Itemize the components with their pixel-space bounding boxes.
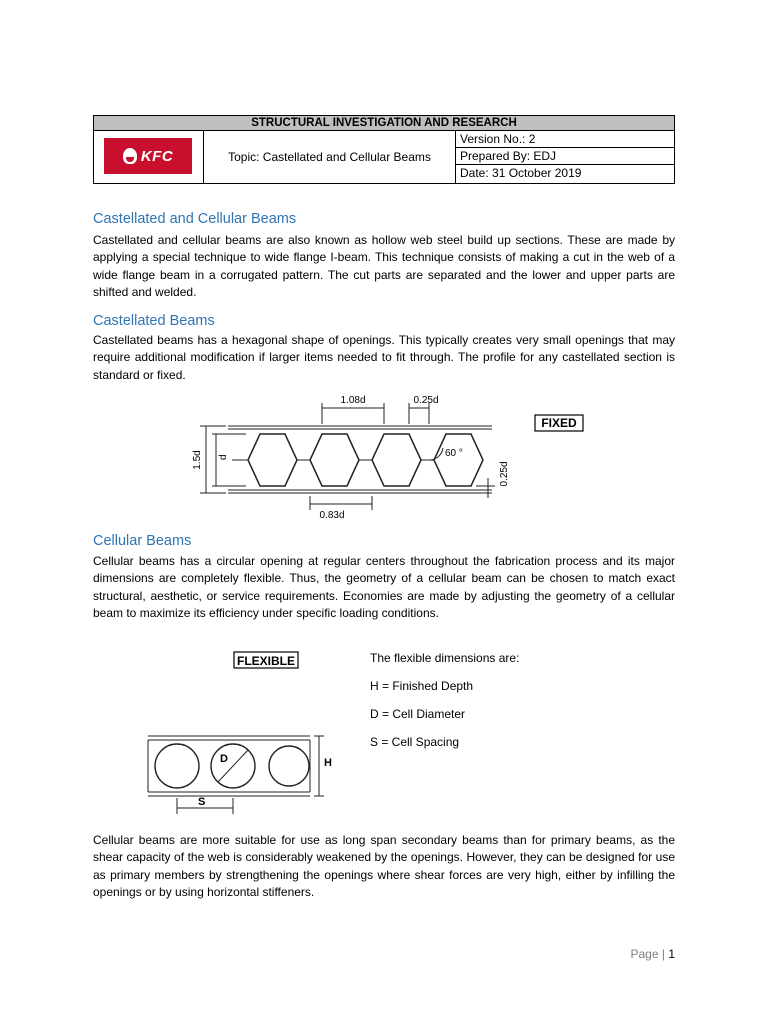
dim-H: H xyxy=(324,757,332,769)
prepared-by-cell: Prepared By: EDJ xyxy=(456,148,674,165)
header-title: STRUCTURAL INVESTIGATION AND RESEARCH xyxy=(94,116,674,131)
section-heading-main: Castellated and Cellular Beams xyxy=(93,211,297,227)
page-footer xyxy=(631,947,676,961)
dim-d: d xyxy=(218,454,229,460)
logo-cell xyxy=(94,131,204,183)
section-text-closing: Cellular beams are more suitable for use as long span secondary beams than for primary beams, as the shear capacity of the web is considerably weakened by the openings. However, they can be designed for use as primary members by strengthening the openings where shear forces are very high, either by infilling the openings or by using horizontal stiffeners. xyxy=(93,833,675,900)
dim-025d-top: 0.25d xyxy=(413,395,439,406)
dim-S: S xyxy=(198,796,206,808)
date-cell: Date: 31 October 2019 xyxy=(460,166,582,180)
dim-025d-right: 0.25d xyxy=(499,461,510,487)
section-text-cellular: Cellular beams has a circular opening at regular centers throughout the fabrication process and its major dimensions are completely flexible. Thus, the geometry of a cellular beam can be chosen to match exact structural, aesthetic, or service requirements. Economies are made by adjusting the geometry of a cellular beam to maximize its efficiency under specific loading conditions. xyxy=(93,554,675,621)
header-table xyxy=(93,115,675,184)
flexible-intro: The flexible dimensions are: xyxy=(370,651,520,665)
section-text-castellated: Castellated beams has a hexagonal shape of openings. This typically creates very small openings that may require additional modification if larger items needed to fit through. The profile for any castellated section is standard or fixed. xyxy=(93,333,675,382)
flexible-item-d: D = Cell Diameter xyxy=(370,707,466,721)
flexible-item-h: H = Finished Depth xyxy=(370,679,474,693)
section-heading-castellated: Castellated Beams xyxy=(93,313,215,329)
castellated-beam-diagram xyxy=(180,388,600,523)
colonel-face-icon xyxy=(123,148,137,164)
topic-cell: Topic: Castellated and Cellular Beams xyxy=(204,131,456,183)
page-label: Page | xyxy=(630,947,669,961)
section-heading-cellular: Cellular Beams xyxy=(93,533,192,549)
kfc-logo xyxy=(104,138,192,174)
dim-083d: 0.83d xyxy=(319,510,345,521)
dim-108d: 1.08d xyxy=(340,395,366,406)
flexible-item-s: S = Cell Spacing xyxy=(370,735,460,749)
flexible-tag: FLEXIBLE xyxy=(236,654,296,668)
meta-cells xyxy=(456,131,674,183)
section-text-main: Castellated and cellular beams are also known as hollow web steel build up sections. These are made by applying a special technique to wide flange I-beam. This technique consists of making a cut in the web of a wide flange beam in a corrugated pattern. The cut parts are separated and the lower and upper parts are shifted and welded. xyxy=(93,233,675,300)
version-cell: Version No.: 2 xyxy=(456,131,674,148)
page-number: 1 xyxy=(668,947,675,961)
flexible-dimensions-list xyxy=(370,650,519,762)
dim-15d: 1.5d xyxy=(192,450,203,470)
dim-angle: 60 ° xyxy=(445,448,463,459)
logo-text: KFC xyxy=(140,147,174,165)
cellular-beam-diagram xyxy=(140,648,340,818)
fixed-tag: FIXED xyxy=(541,416,577,430)
dim-D: D xyxy=(220,753,228,765)
